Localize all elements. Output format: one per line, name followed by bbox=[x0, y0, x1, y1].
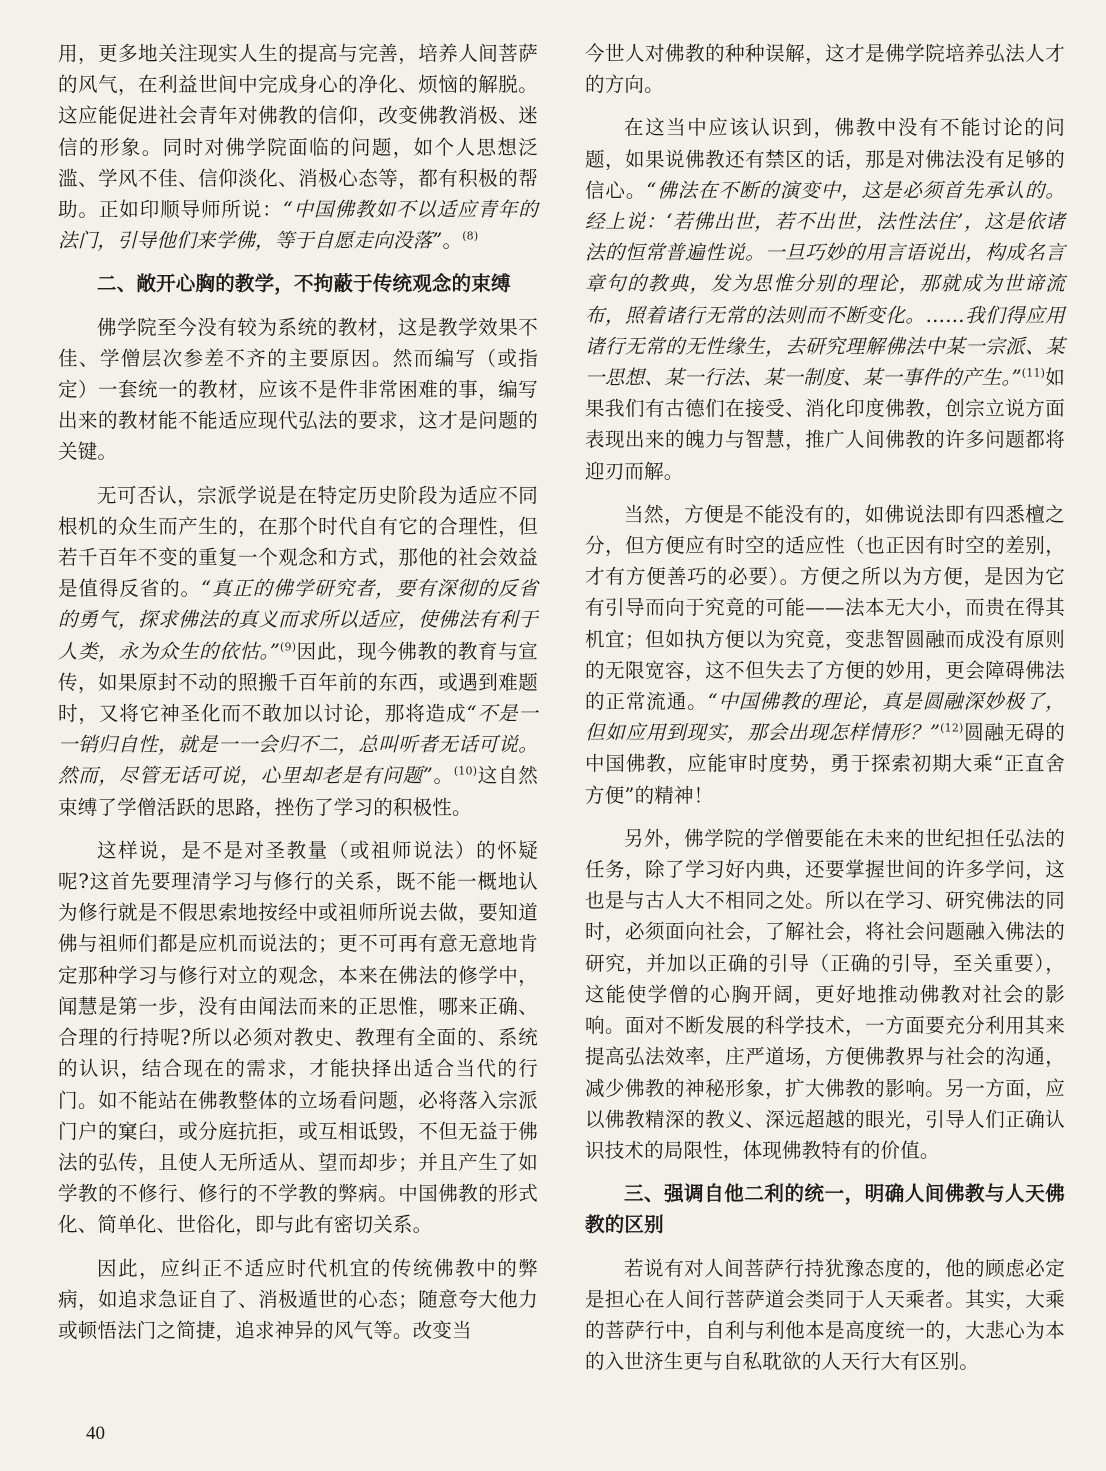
text-run: 当然，方便是不能没有的，如佛说法即有四悉檀之分，但方便应有时空的适应性（也正因有时空的差别，才有方便善巧的必要）。方便之所以为方便，是因为它有引导而向于究竟的可能——法本无大小，而贵在得其机宜；但如执方便以为究竟，变悲智圆融而成没有原则的无限宽容，这不但失去了方便的妙用，更会障碍佛法的正常流通。 bbox=[585, 502, 1065, 714]
footnote-ref: (10) bbox=[453, 764, 478, 778]
paragraph bbox=[585, 499, 1065, 811]
text-run: 圆融无碍的中国佛教，应能审时度势，勇于探索初期大乘“正直舍方便”的精神！ bbox=[585, 721, 1065, 807]
text-run: 无可否认，宗派学说是在特定历史阶段为适应不同根机的众生而产生的，在那个时代自有它的合理性，但若千百年不变的重复一个观念和方式，那他的社会效益是值得反省的。 bbox=[58, 483, 538, 601]
footnote-ref: (12) bbox=[940, 721, 964, 735]
left-column bbox=[58, 38, 538, 1358]
quotation: “中国佛教的理论，真是圆融深妙极了，但如应用到现实，那会出现怎样情形？” bbox=[585, 690, 1065, 745]
text-run: 这自然束缚了学僧活跃的思路，挫伤了学习的积极性。 bbox=[58, 764, 539, 819]
text-run: 这样说，是不是对圣教量（或祖师说法）的怀疑呢?这首先要理清学习与修行的关系，既不能一概地认为修行就是不假思索地按经中或祖师所说去做，要知道佛与祖师们都是应机而说法的；更不可再有意无意地肯定那种学习与修行对立的观念，本来在佛法的修学中，闻慧是第一步，没有由闻法而来的正思惟，哪来正确、合理的行持呢?所以必须对教史、教理有全面的、系统的认识，结合现在的需求，才能抉择出适合当代的行门。如不能站在佛教整体的立场看问题，必将落入宗派门户的窠臼，或分庭抗拒，或互相诋毁，不但无益于佛法的弘传，且使人无所适从、望而却步；并且产生了如学教的不修行、修行的不学教的弊病。中国佛教的形式化、简单化、世俗化，即与此有密切关系。 bbox=[58, 838, 538, 1237]
paragraph bbox=[58, 480, 538, 823]
text-run: 若说有对人间菩萨行持犹豫态度的，他的顾虑必定是担心在人间行菩萨道会类同于人天乘者。其实，大乘的菩萨行中，自利与利他本是高度统一的，大悲心为本的入世济生更与自私耽欲的人天行大有区别。 bbox=[585, 1256, 1065, 1374]
section-heading bbox=[585, 1178, 1065, 1240]
quotation: “真正的佛学研究者，要有深彻的反省的勇气，探求佛法的真义而求所以适应，使佛法有利于人类，永为众生的依怙。” bbox=[58, 577, 538, 663]
text-run: 佛学院至今没有较为系统的教材，这是教学效果不佳、学僧层次参差不齐的主要原因。然而编写（或指定）一套统一的教材，应该不是件非常困难的事，编写出来的教材能不能适应现代弘法的要求，这才是问题的关键。 bbox=[58, 315, 538, 464]
quotation: “佛法在不断的演变中，这是必须首先承认的。经上说：‘若佛出世，若不出世，法性法住’，这是依诸法的恒常普遍性说。一旦巧妙的用言语说出，构成名言章句的教典，发为思惟分别的理论，那就成为世谛流布，照着诸行无常的法则而不断变化。……我们得应用诸行无常的无性缘生，去研究理解佛法中某一宗派、某一思想、某一行法、某一制度、某一事件的产生。” bbox=[585, 178, 1065, 390]
paragraph bbox=[585, 112, 1065, 486]
text-run: 。 bbox=[442, 229, 463, 253]
text-run: 因此，现今佛教的教育与宣传，如果原封不动的照搬千百年前的东西，或遇到难题时，又将它神圣化而不敢加以讨论，那将造成 bbox=[58, 639, 538, 726]
text-run: 如果我们有古德们在接受、消化印度佛教，创宗立说方面表现出来的魄力与智慧，推广人间佛教的许多问题都将迎刃而解。 bbox=[585, 366, 1065, 483]
text-run: 用，更多地关注现实人生的提高与完善，培养人间菩萨的风气，在利益世间中完成身心的净化、烦恼的解脱。这应能促进社会青年对佛教的信仰，改变佛教消极、迷信的形象。同时对佛学院面临的问题，如个人思想泛滥、学风不佳、信仰淡化、消极心态等，都有积极的帮助。正如印顺导师所说： bbox=[58, 42, 538, 222]
text-run: 在这当中应该认识到，佛教中没有不能讨论的问题，如果说佛教还有禁区的话，那是对佛法没有足够的信心。 bbox=[585, 116, 1065, 202]
text-run: 。 bbox=[432, 764, 454, 788]
text-run: 三、强调自他二利的统一，明确人间佛教与人天佛教的区别 bbox=[585, 1182, 1065, 1237]
page-number: 40 bbox=[86, 1423, 105, 1444]
footnote-ref: (9) bbox=[280, 640, 297, 654]
paragraph bbox=[58, 38, 538, 256]
paragraph bbox=[585, 38, 1065, 100]
paragraph bbox=[58, 835, 538, 1241]
text-run: 二、敞开心胸的教学，不拘蔽于传统观念的束缚 bbox=[97, 272, 511, 296]
paragraph bbox=[585, 1253, 1065, 1378]
text-run: 今世人对佛教的种种误解，这才是佛学院培养弘法人才的方向。 bbox=[585, 42, 1065, 97]
paragraph bbox=[58, 1253, 538, 1347]
right-column bbox=[585, 38, 1065, 1389]
paragraph bbox=[585, 823, 1065, 1166]
section-heading bbox=[58, 268, 538, 299]
footnote-ref: (11) bbox=[1021, 366, 1046, 380]
footnote-ref: (8) bbox=[462, 229, 479, 243]
text-run: 另外，佛学院的学僧要能在未来的世纪担任弘法的任务，除了学习好内典，还要掌握世间的许多学问，这也是与古人大不相同之处。所以在学习、研究佛法的同时，必须面向社会，了解社会，将社会问题融入佛法的研究，并加以正确的引导（正确的引导，至关重要），这能使学僧的心胸开阔，更好地推动佛教对社会的影响。面对不断发展的科学技术，一方面要充分利用其来提高弘法效率，庄严道场，方便佛教界与社会的沟通，减少佛教的神秘形象，扩大佛教的影响。另一方面，应以佛教精深的教义、深远超越的眼光，引导人们正确认识技术的局限性，体现佛教特有的价值。 bbox=[585, 826, 1065, 1162]
text-run: 因此，应纠正不适应时代机宜的传统佛教中的弊病，如追求急证自了、消极遁世的心态；随意夸大他力或顿悟法门之简捷，追求神异的风气等。改变当 bbox=[58, 1256, 538, 1342]
paragraph bbox=[58, 312, 538, 468]
quotation: “不是一一销归自性，就是一一会归不二，总叫听者无话可说。然而，尽管无话可说，心里却老是有问题” bbox=[58, 702, 538, 788]
quotation: “中国佛教如不以适应青年的法门，引导他们来学佛，等于自愿走向没落” bbox=[58, 198, 538, 253]
